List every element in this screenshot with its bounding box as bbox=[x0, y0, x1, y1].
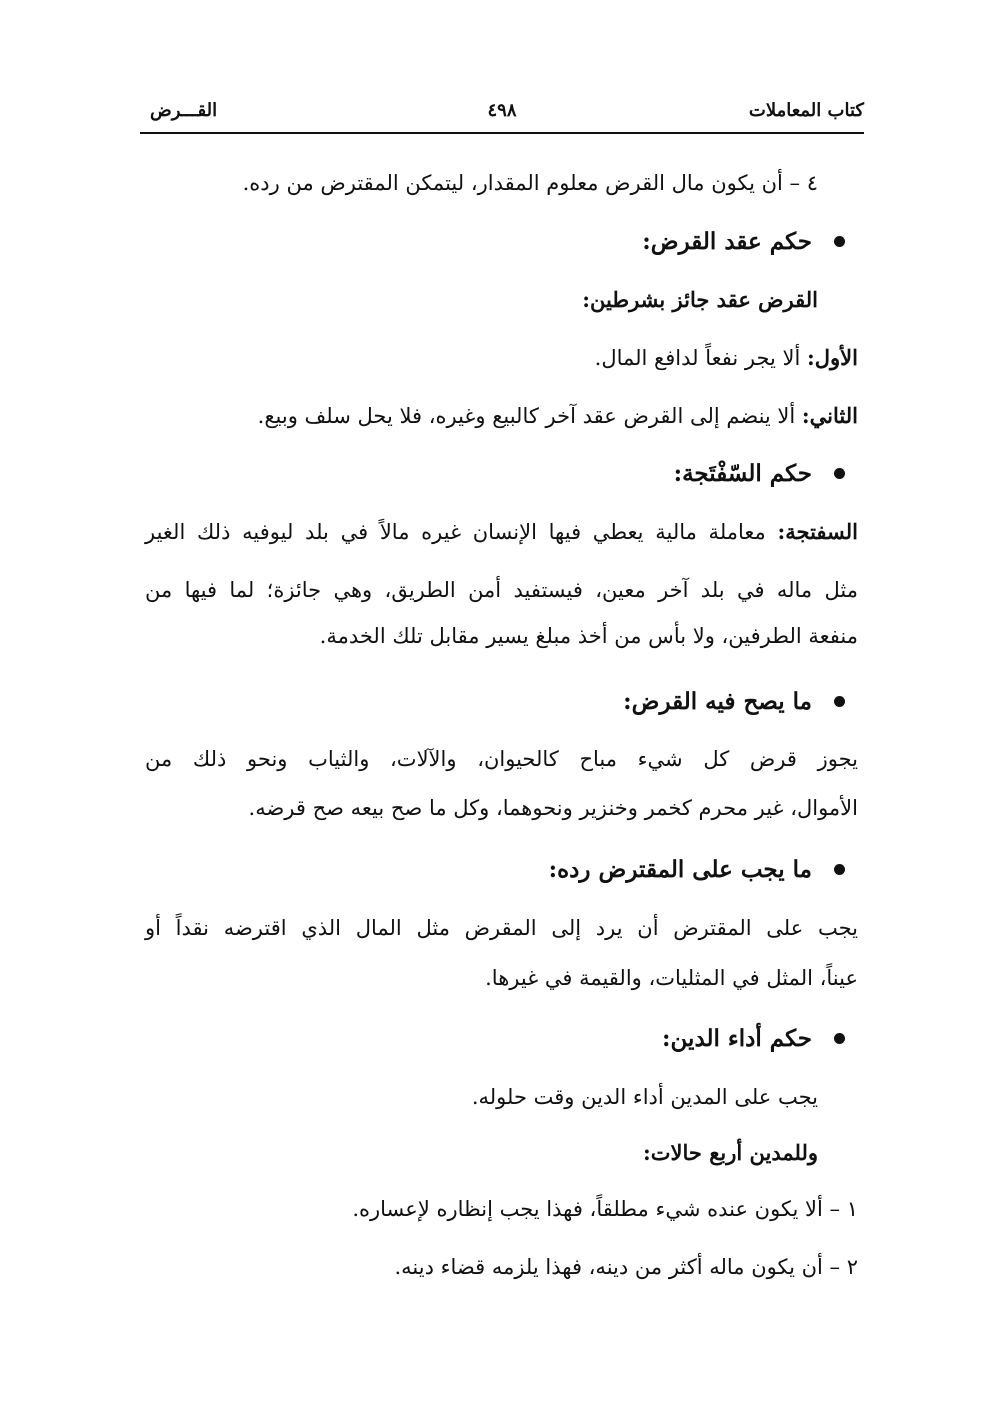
heading-text: حكم عقد القرض: bbox=[642, 228, 812, 255]
bullet-icon bbox=[834, 864, 845, 875]
bullet-icon bbox=[834, 696, 845, 707]
suftaja-line-1 bbox=[145, 516, 858, 548]
debtor-states-intro: وللمدين أربع حالات: bbox=[643, 1140, 818, 1165]
heading-suftaja-ruling bbox=[674, 458, 845, 490]
heading-text: ما يجب على المقترض رده: bbox=[548, 856, 812, 883]
bullet-icon bbox=[834, 468, 845, 479]
suftaja-line-3: منفعة الطرفين، ولا بأس من أخذ مبلغ يسير مقابل تلك الخدمة. bbox=[319, 624, 858, 648]
heading-text: حكم السّفْتَجة: bbox=[673, 460, 812, 487]
bullet-icon bbox=[834, 1033, 845, 1044]
bullet-icon bbox=[834, 236, 845, 247]
return-line-1: يجب على المقترض أن يرد إلى المقرض مثل المال الذي اقترضه نقداً أو bbox=[145, 916, 858, 940]
condition-4: ٤ – أن يكون مال القرض معلوم المقدار، ليتمكن المقترض من رده. bbox=[242, 171, 818, 195]
debt-line-1: يجب على المدين أداء الدين وقت حلوله. bbox=[471, 1085, 818, 1109]
heading-loan-contract-ruling bbox=[642, 226, 845, 258]
second-condition bbox=[258, 400, 858, 432]
suftaja-label: السفتجة: bbox=[777, 519, 858, 544]
page-header bbox=[140, 96, 864, 134]
debtor-state-2: ٢ – أن يكون ماله أكثر من دينه، فهذا يلزمه قضاء دينه. bbox=[394, 1255, 858, 1279]
debtor-state-1: ١ – ألا يكون عنده شيء مطلقاً، فهذا يجب إنظاره لإعساره. bbox=[352, 1197, 858, 1221]
second-text: ألا ينضم إلى القرض عقد آخر كالبيع وغيره، فلا يحل سلف وبيع. bbox=[257, 404, 802, 428]
page-number: ٤٩٨ bbox=[487, 100, 517, 121]
book-title: كتاب المعاملات bbox=[748, 100, 864, 121]
loan-conditions-intro: القرض عقد جائز بشرطين: bbox=[582, 287, 818, 312]
valid-line-2: الأموال، غير محرم كخمر وخنزير ونحوهما، وكل ما صح بيعه صح قرضه. bbox=[248, 796, 858, 820]
second-label: الثاني: bbox=[801, 403, 858, 428]
return-line-2: عيناً، المثل في المثليات، والقيمة في غيرها. bbox=[485, 966, 858, 990]
first-text: ألا يجر نفعاً لدافع المال. bbox=[594, 346, 808, 370]
suftaja-text-1: معاملة مالية يعطي فيها الإنسان غيره مالاً في بلد ليوفيه ذلك الغير bbox=[145, 520, 778, 544]
heading-debt-payment bbox=[662, 1023, 845, 1055]
heading-text: ما يصح فيه القرض: bbox=[623, 688, 812, 715]
valid-line-1: يجوز قرض كل شيء مباح كالحيوان، والآلات، والثياب ونحو ذلك من bbox=[145, 747, 858, 771]
heading-borrower-return bbox=[549, 854, 845, 886]
suftaja-line-2: مثل ماله في بلد آخر معين، فيستفيد أمن الطريق، وهي جائزة؛ لما فيها من bbox=[145, 578, 858, 602]
heading-text: حكم أداء الدين: bbox=[662, 1025, 812, 1052]
heading-valid-loan-items bbox=[623, 686, 845, 718]
first-label: الأول: bbox=[807, 345, 858, 370]
first-condition bbox=[595, 342, 858, 374]
chapter-title: القـــرض bbox=[150, 100, 218, 121]
